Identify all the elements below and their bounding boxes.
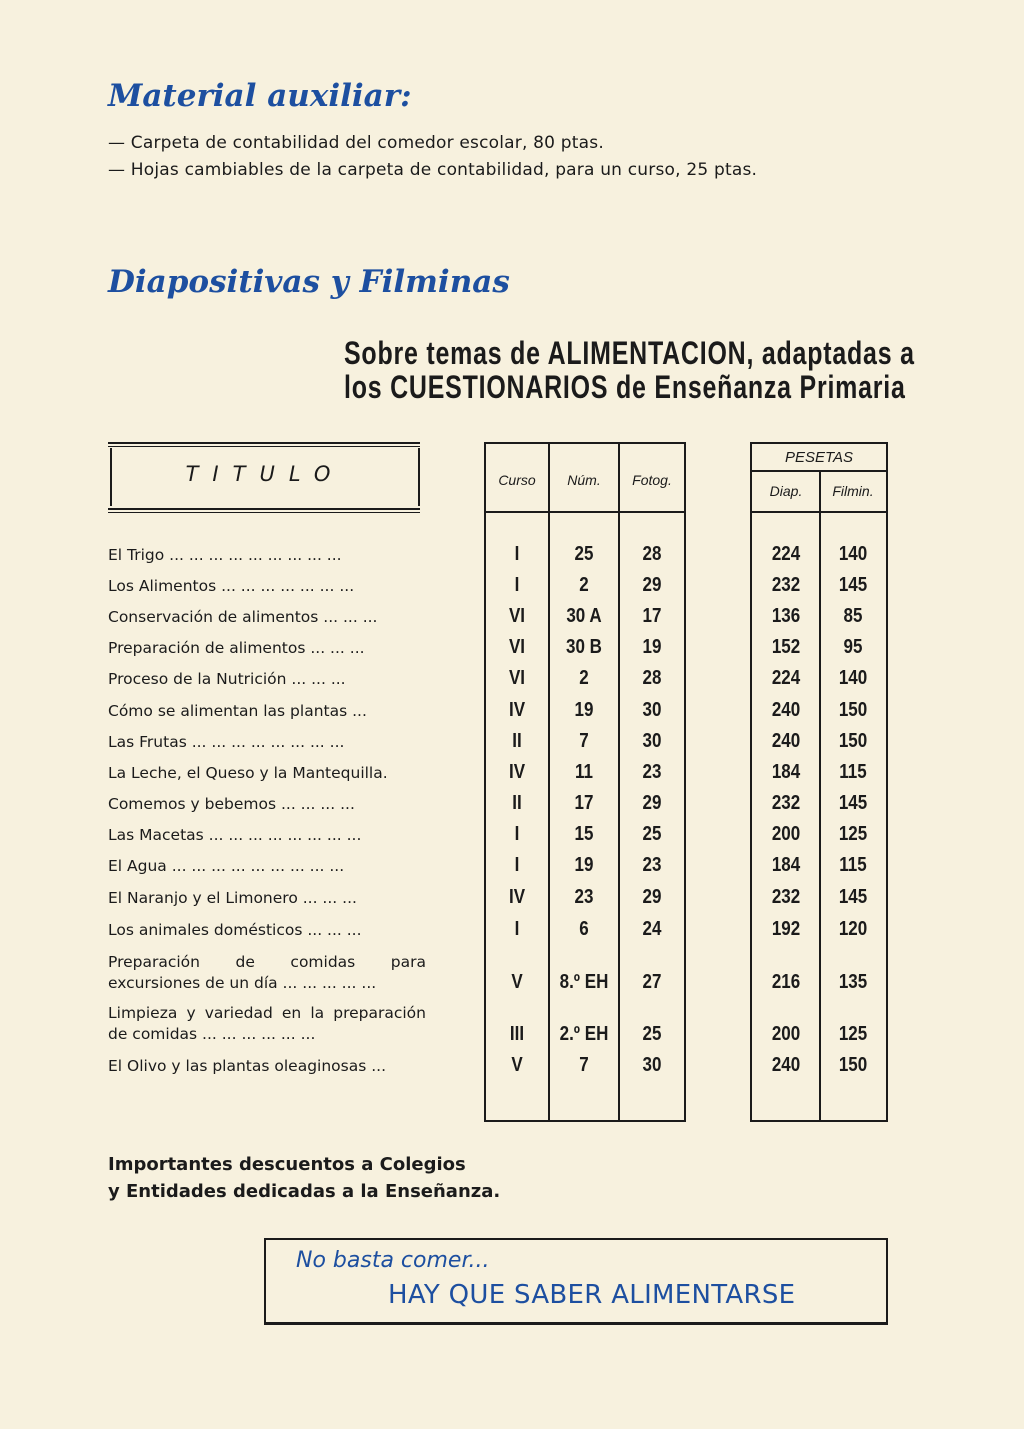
table-row — [0, 1003, 1024, 1047]
table-row — [0, 792, 1024, 823]
row-fotog: 25 — [642, 1023, 662, 1045]
row-curso: I — [514, 574, 520, 596]
row-filmin: 140 — [838, 543, 868, 565]
slogan-line-1: No basta comer... — [296, 1248, 490, 1273]
material-line-1: — Carpeta de contabilidad del comedor escolar, 80 ptas. — [108, 133, 604, 153]
row-title: Conservación de alimentos ... ... ... — [108, 608, 378, 626]
row-diap: 136 — [771, 605, 801, 627]
row-title: El Trigo ... ... ... ... ... ... ... ... ... — [108, 546, 342, 564]
row-filmin: 125 — [838, 1023, 868, 1045]
row-num: 7 — [579, 1054, 589, 1076]
row-fotog: 17 — [642, 605, 662, 627]
row-filmin: 140 — [838, 667, 868, 689]
row-diap: 240 — [771, 730, 801, 752]
row-filmin: 115 — [839, 854, 867, 876]
row-diap: 224 — [771, 667, 801, 689]
row-diap: 192 — [771, 918, 801, 940]
row-num: 2.º EH — [559, 1023, 609, 1045]
row-curso: I — [514, 854, 520, 876]
row-curso: VI — [508, 605, 526, 627]
divider — [108, 508, 420, 510]
row-diap: 200 — [771, 1023, 801, 1045]
row-fotog: 30 — [642, 1054, 662, 1076]
row-curso: IV — [508, 761, 526, 783]
row-diap: 216 — [771, 971, 801, 993]
header-num: Núm. — [567, 472, 601, 488]
table-row — [0, 730, 1024, 761]
row-filmin: 150 — [838, 699, 868, 721]
slogan-line-2: HAY QUE SABER ALIMENTARSE — [388, 1280, 796, 1310]
subtitle-line-2: los CUESTIONARIOS de Enseñanza Primaria — [344, 369, 906, 405]
table-row — [0, 1054, 1024, 1085]
divider — [484, 1120, 686, 1122]
row-fotog: 23 — [642, 761, 662, 783]
row-num: 25 — [574, 543, 594, 565]
row-diap: 232 — [771, 886, 801, 908]
row-fotog: 24 — [642, 918, 662, 940]
divider — [484, 511, 686, 513]
row-filmin: 115 — [839, 761, 867, 783]
discount-line-2: y Entidades dedicadas a la Enseñanza. — [108, 1181, 501, 1202]
row-filmin: 120 — [838, 918, 868, 940]
discount-line-1: Importantes descuentos a Colegios — [108, 1154, 466, 1175]
row-curso: III — [509, 1023, 525, 1045]
table-row — [0, 605, 1024, 636]
table-row — [0, 636, 1024, 667]
row-fotog: 28 — [642, 667, 662, 689]
material-heading: Material auxiliar: — [108, 78, 412, 114]
row-curso: IV — [508, 699, 526, 721]
row-title: El Agua ... ... ... ... ... ... ... ... ... — [108, 857, 345, 875]
row-curso: VI — [508, 636, 526, 658]
row-num: 15 — [574, 823, 594, 845]
row-title: El Naranjo y el Limonero ... ... ... — [108, 889, 357, 907]
row-diap: 240 — [771, 699, 801, 721]
row-diap: 232 — [771, 574, 801, 596]
row-fotog: 29 — [642, 886, 662, 908]
row-num: 30 B — [566, 636, 602, 658]
header-filmin: Filmin. — [832, 483, 874, 499]
row-filmin: 95 — [843, 636, 863, 658]
row-filmin: 150 — [838, 730, 868, 752]
row-diap: 224 — [771, 543, 801, 565]
table-row — [0, 854, 1024, 885]
row-curso: I — [514, 823, 520, 845]
row-curso: VI — [508, 667, 526, 689]
header-curso: Curso — [498, 472, 536, 488]
discount-note — [108, 1151, 500, 1205]
row-fotog: 29 — [642, 574, 662, 596]
row-filmin: 150 — [838, 1054, 868, 1076]
table-row — [0, 952, 1024, 996]
row-num: 6 — [579, 918, 589, 940]
table-row — [0, 761, 1024, 792]
row-fotog: 27 — [642, 971, 662, 993]
row-num: 19 — [574, 699, 594, 721]
divider — [108, 512, 420, 513]
row-diap: 184 — [771, 761, 801, 783]
row-fotog: 30 — [642, 699, 662, 721]
row-curso: IV — [508, 886, 526, 908]
row-curso: V — [511, 1054, 523, 1076]
table-row — [0, 918, 1024, 949]
table-row — [0, 823, 1024, 854]
row-curso: V — [511, 971, 523, 993]
row-num: 17 — [574, 792, 594, 814]
row-title: Los animales domésticos ... ... ... — [108, 921, 362, 939]
row-title: Preparación de alimentos ... ... ... — [108, 639, 365, 657]
row-num: 2 — [579, 667, 589, 689]
divider — [484, 442, 686, 444]
row-title: Comemos y bebemos ... ... ... ... — [108, 795, 355, 813]
divider — [108, 442, 420, 444]
row-diap: 184 — [771, 854, 801, 876]
row-num: 30 A — [566, 605, 602, 627]
row-fotog: 30 — [642, 730, 662, 752]
row-curso: II — [512, 792, 522, 814]
row-curso: I — [514, 543, 520, 565]
header-pesetas: PESETAS — [784, 449, 854, 466]
row-filmin: 85 — [843, 605, 863, 627]
diapositivas-heading: Diapositivas y Filminas — [108, 264, 510, 300]
row-fotog: 25 — [642, 823, 662, 845]
divider — [108, 446, 420, 447]
table-row — [0, 699, 1024, 730]
row-num: 19 — [574, 854, 594, 876]
row-fotog: 29 — [642, 792, 662, 814]
row-fotog: 28 — [642, 543, 662, 565]
row-diap: 232 — [771, 792, 801, 814]
row-title: Cómo se alimentan las plantas ... — [108, 702, 367, 720]
row-title: Los Alimentos ... ... ... ... ... ... ... — [108, 577, 355, 595]
row-title: La Leche, el Queso y la Mantequilla. — [108, 764, 388, 782]
table-row — [0, 667, 1024, 698]
row-title: Limpieza y variedad en la preparación de comidas ... ... ... ... ... ... — [108, 1004, 426, 1043]
row-title: Proceso de la Nutrición ... ... ... — [108, 670, 346, 688]
subtitle-line-1: Sobre temas de ALIMENTACION, adaptadas a — [344, 335, 915, 371]
row-diap: 240 — [771, 1054, 801, 1076]
row-title: Preparación de comidas para excursiones de un día ... ... ... ... ... — [108, 953, 426, 992]
divider — [750, 442, 888, 444]
row-title: El Olivo y las plantas oleaginosas ... — [108, 1057, 387, 1075]
row-curso: II — [512, 730, 522, 752]
material-line-2: — Hojas cambiables de la carpeta de contabilidad, para un curso, 25 ptas. — [108, 160, 758, 180]
row-fotog: 23 — [642, 854, 662, 876]
table-row — [0, 574, 1024, 605]
header-diap: Diap. — [769, 483, 803, 499]
table-row — [0, 543, 1024, 574]
row-num: 8.º EH — [559, 971, 609, 993]
row-num: 7 — [579, 730, 589, 752]
row-filmin: 135 — [838, 971, 868, 993]
row-title: Las Macetas ... ... ... ... ... ... ... ... — [108, 826, 362, 844]
row-filmin: 145 — [838, 574, 868, 596]
row-filmin: 145 — [838, 886, 868, 908]
header-titulo: TITULO — [185, 462, 345, 486]
row-curso: I — [514, 918, 520, 940]
row-filmin: 145 — [838, 792, 868, 814]
row-filmin: 125 — [838, 823, 868, 845]
row-num: 2 — [579, 574, 589, 596]
row-num: 11 — [575, 761, 593, 783]
row-title: Las Frutas ... ... ... ... ... ... ... ... — [108, 733, 345, 751]
row-num: 23 — [574, 886, 594, 908]
header-fotog: Fotog. — [632, 472, 672, 488]
row-fotog: 19 — [642, 636, 662, 658]
row-diap: 152 — [771, 636, 801, 658]
table-row — [0, 886, 1024, 917]
row-diap: 200 — [771, 823, 801, 845]
